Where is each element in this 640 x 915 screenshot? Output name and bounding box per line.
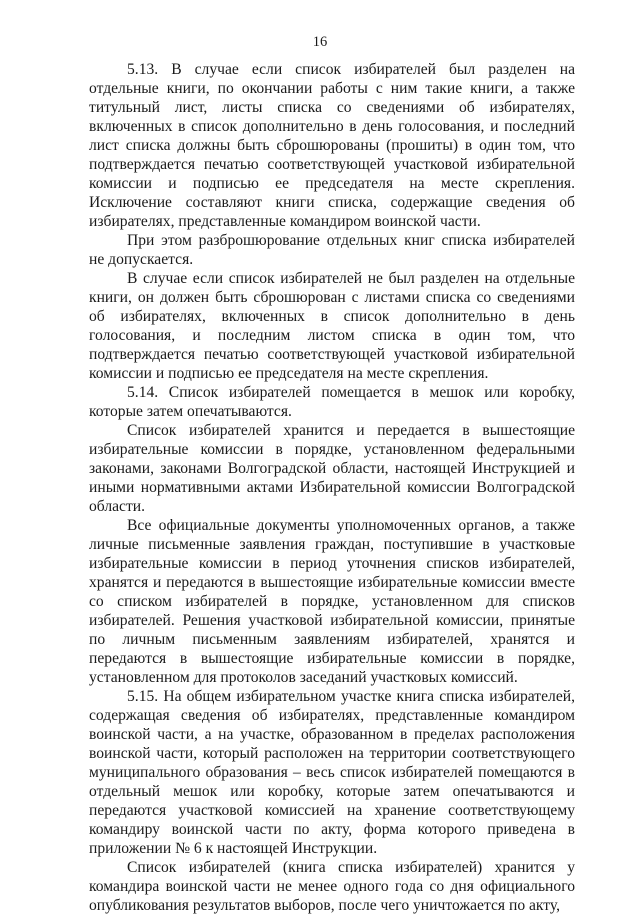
paragraph-5-14: 5.14. Список избирателей помещается в мешок или коробку, которые затем опечатываются. (89, 384, 575, 420)
paragraph: Список избирателей хранится и передается в вышестоящие избирательные комиссии в порядке, установленном федеральными законами, законами Волгоградской области, настоящей Инструкцией и иными нормативными актами Избирательной комиссии Волгоградской области. (89, 422, 575, 515)
page-number: 16 (312, 34, 328, 50)
paragraph: В случае если список избирателей не был разделен на отдельные книги, он должен быть сброшюрован с листами списка со сведениями об избирателях, включенных в список дополнительно в день голосования, и последним листом списка в один том, что подтверждается печатью соответствующей участковой избирательной комиссии и подписью ее председателя на месте скрепления. (89, 270, 575, 382)
paragraph: При этом разброшюрование отдельных книг списка избирателей не допускается. (89, 232, 575, 268)
paragraph: Список избирателей (книга списка избирателей) хранится у командира воинской части не менее одного года со дня официального опубликования результатов выборов, после чего уничтожается по акту, (89, 859, 575, 914)
paragraph-5-15: 5.15. На общем избирательном участке книга списка избирателей, содержащая сведения об избирателях, представленные командиром воинской части, а на участке, образованном в пределах расположения воинской части, который расположен на территории соответствующего муниципального образования – весь список избирателей помещаются в отдельный мешок или коробку, которые затем опечатываются и передаются участковой комиссией на хранение соответствующему командиру воинской части по акту, форма которого приведена в приложении № 6 к настоящей Инструкции. (89, 688, 575, 857)
paragraph-5-13: 5.13. В случае если список избирателей был разделен на отдельные книги, по окончании работы с ним такие книги, а также титульный лист, листы списка со сведениями об избирателях, включенных в список дополнительно в день голосования, и последний лист списка должны быть сброшюрованы (прошиты) в один том, что подтверждается печатью соответствующей участковой избирательной комиссии и подписью ее председателя на месте скрепления. Исключение составляют книги списка, содержащие сведения об избирателях, представленные командиром воинской части. (89, 61, 575, 230)
paragraph: Все официальные документы уполномоченных органов, а также личные письменные заявления граждан, поступившие в участковые избирательные комиссии в период уточнения списков избирателей, хранятся и передаются в вышестоящие избирательные комиссии вместе со списком избирателей в порядке, установленном для списков избирателей. Решения участковой избирательной комиссии, принятые по личным письменным заявлениям избирателей, хранятся и передаются в вышестоящие избирательные комиссии в порядке, установленном для протоколов заседаний участковых комиссий. (89, 517, 575, 686)
document-body (89, 60, 575, 915)
